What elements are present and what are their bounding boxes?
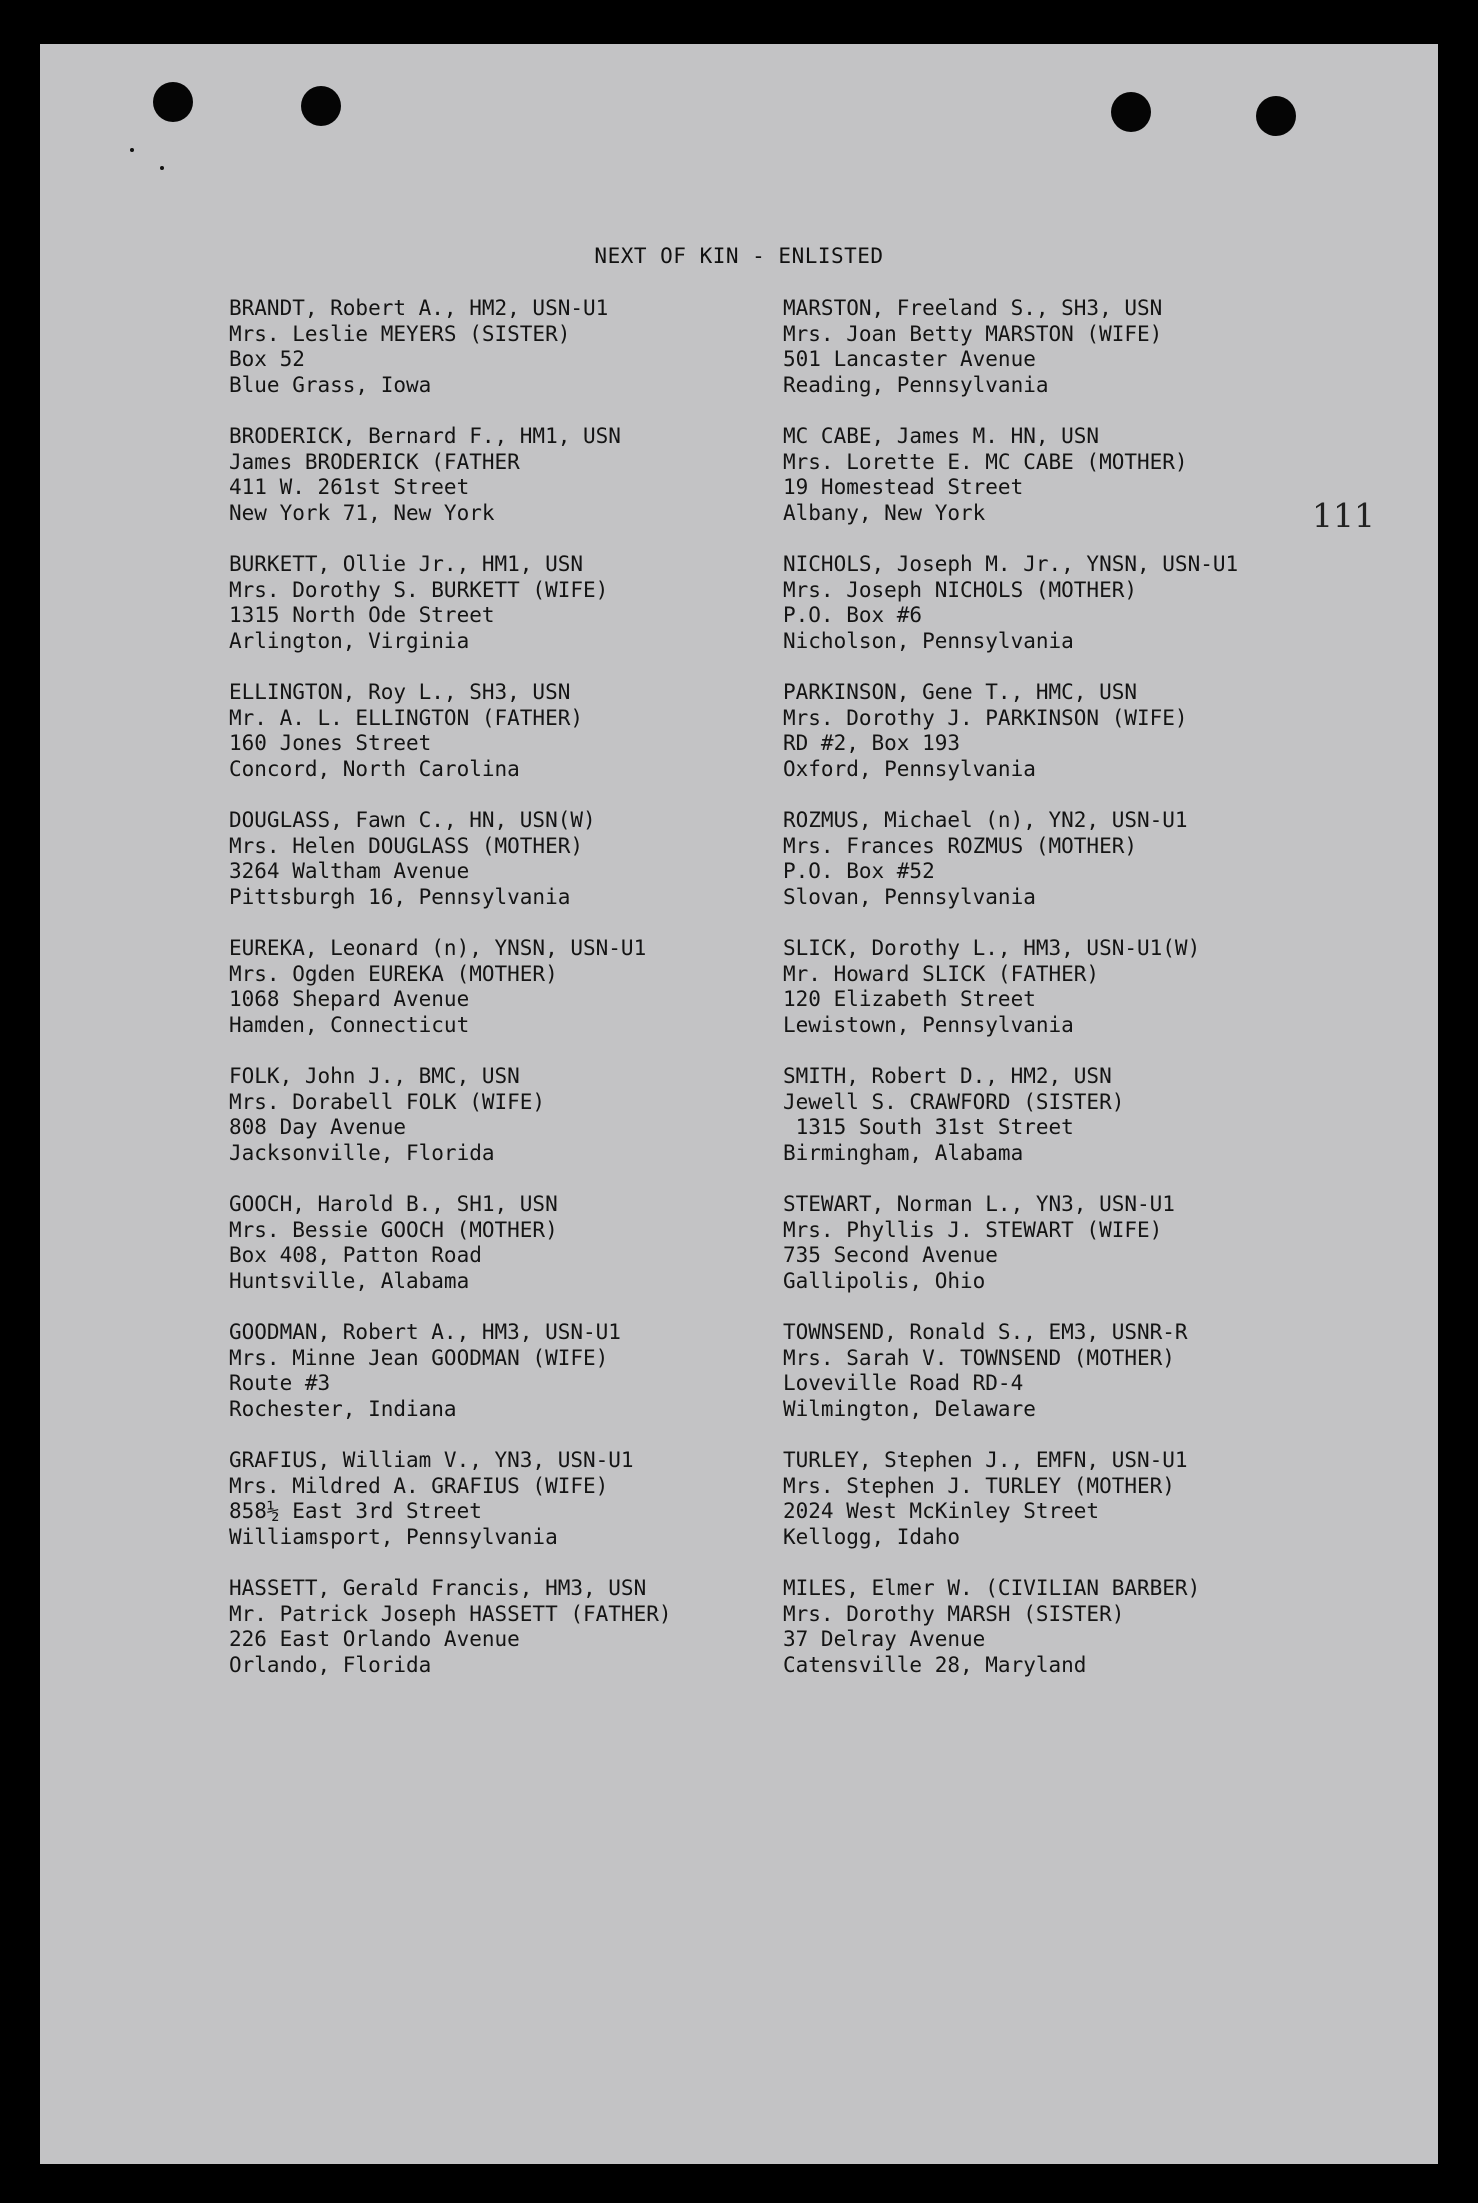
city-state: Slovan, Pennsylvania	[783, 884, 1036, 909]
kin-entry	[229, 1192, 849, 1320]
next-of-kin: Mrs. Stephen J. TURLEY (MOTHER)	[783, 1473, 1175, 1498]
city-state: Orlando, Florida	[229, 1652, 432, 1677]
kin-entry	[783, 1192, 1403, 1320]
kin-entry	[229, 1064, 849, 1192]
city-state: Birmingham, Alabama	[783, 1140, 1024, 1165]
sailor-name: ROZMUS, Michael (n), YN2, USN-U1	[783, 808, 1188, 832]
left-column	[229, 296, 849, 1704]
street-address: 411 W. 261st Street	[229, 475, 470, 499]
street-address: 2024 West McKinley Street	[783, 1499, 1100, 1523]
sailor-name: BRANDT, Robert A., HM2, USN-U1	[229, 296, 609, 320]
punch-hole	[153, 82, 193, 122]
sailor-name: ELLINGTON, Roy L., SH3, USN	[229, 680, 571, 704]
kin-entry	[783, 1448, 1403, 1576]
next-of-kin: Mrs. Bessie GOOCH (MOTHER)	[229, 1217, 558, 1242]
next-of-kin: Mrs. Joan Betty MARSTON (WIFE)	[783, 321, 1163, 346]
city-state: Concord, North Carolina	[229, 756, 520, 781]
sailor-name: SLICK, Dorothy L., HM3, USN-U1(W)	[783, 936, 1201, 960]
sailor-name: GOOCH, Harold B., SH1, USN	[229, 1192, 558, 1216]
kin-entry	[229, 552, 849, 680]
next-of-kin: Mrs. Phyllis J. STEWART (WIFE)	[783, 1217, 1163, 1242]
street-address: 226 East Orlando Avenue	[229, 1627, 520, 1651]
sailor-name: HASSETT, Gerald Francis, HM3, USN	[229, 1576, 647, 1600]
city-state: Lewistown, Pennsylvania	[783, 1012, 1074, 1037]
sailor-name: FOLK, John J., BMC, USN	[229, 1064, 520, 1088]
sailor-name: BURKETT, Ollie Jr., HM1, USN	[229, 552, 584, 576]
city-state: Rochester, Indiana	[229, 1396, 457, 1421]
city-state: Wilmington, Delaware	[783, 1396, 1036, 1421]
sailor-name: EUREKA, Leonard (n), YNSN, USN-U1	[229, 936, 647, 960]
city-state: Blue Grass, Iowa	[229, 372, 432, 397]
city-state: Williamsport, Pennsylvania	[229, 1524, 558, 1549]
street-address: 120 Elizabeth Street	[783, 987, 1036, 1011]
next-of-kin: Mr. Patrick Joseph HASSETT (FATHER)	[229, 1601, 672, 1626]
next-of-kin: Mrs. Leslie MEYERS (SISTER)	[229, 321, 571, 346]
city-state: Kellogg, Idaho	[783, 1524, 961, 1549]
kin-entry	[783, 936, 1403, 1064]
kin-entry	[229, 1448, 849, 1576]
speck	[130, 148, 134, 152]
city-state: Jacksonville, Florida	[229, 1140, 495, 1165]
next-of-kin: Mrs. Ogden EUREKA (MOTHER)	[229, 961, 558, 986]
punch-hole	[301, 86, 341, 126]
street-address: P.O. Box #6	[783, 603, 923, 627]
kin-entry	[783, 1064, 1403, 1192]
sailor-name: PARKINSON, Gene T., HMC, USN	[783, 680, 1138, 704]
next-of-kin: Mr. Howard SLICK (FATHER)	[783, 961, 1100, 986]
street-address: Box 408, Patton Road	[229, 1243, 482, 1267]
city-state: New York 71, New York	[229, 500, 495, 525]
document-page	[40, 44, 1438, 2164]
city-state: Albany, New York	[783, 500, 986, 525]
kin-entry	[229, 680, 849, 808]
kin-entry	[783, 1576, 1403, 1704]
kin-entry	[229, 808, 849, 936]
next-of-kin: Mrs. Minne Jean GOODMAN (WIFE)	[229, 1345, 609, 1370]
city-state: Oxford, Pennsylvania	[783, 756, 1036, 781]
street-address: Box 52	[229, 347, 305, 371]
kin-entry	[783, 680, 1403, 808]
street-address: 858½ East 3rd Street	[229, 1499, 482, 1523]
kin-entry	[783, 1320, 1403, 1448]
street-address: 160 Jones Street	[229, 731, 432, 755]
next-of-kin: Mrs. Lorette E. MC CABE (MOTHER)	[783, 449, 1188, 474]
sailor-name: MARSTON, Freeland S., SH3, USN	[783, 296, 1163, 320]
next-of-kin: Mrs. Mildred A. GRAFIUS (WIFE)	[229, 1473, 609, 1498]
sailor-name: SMITH, Robert D., HM2, USN	[783, 1064, 1112, 1088]
kin-entry	[229, 1576, 849, 1704]
sailor-name: TURLEY, Stephen J., EMFN, USN-U1	[783, 1448, 1188, 1472]
next-of-kin: Mrs. Sarah V. TOWNSEND (MOTHER)	[783, 1345, 1175, 1370]
next-of-kin: Mr. A. L. ELLINGTON (FATHER)	[229, 705, 584, 730]
sailor-name: MC CABE, James M. HN, USN	[783, 424, 1100, 448]
kin-entry	[229, 1320, 849, 1448]
city-state: Huntsville, Alabama	[229, 1268, 470, 1293]
sailor-name: DOUGLASS, Fawn C., HN, USN(W)	[229, 808, 596, 832]
punch-hole	[1111, 92, 1151, 132]
street-address: 501 Lancaster Avenue	[783, 347, 1036, 371]
kin-entry	[783, 296, 1403, 424]
street-address: 1315 South 31st Street	[783, 1115, 1074, 1139]
street-address: 735 Second Avenue	[783, 1243, 998, 1267]
city-state: Pittsburgh 16, Pennsylvania	[229, 884, 571, 909]
street-address: 3264 Waltham Avenue	[229, 859, 470, 883]
right-column	[783, 296, 1403, 1704]
kin-entry	[783, 808, 1403, 936]
sailor-name: BRODERICK, Bernard F., HM1, USN	[229, 424, 621, 448]
next-of-kin: Mrs. Frances ROZMUS (MOTHER)	[783, 833, 1138, 858]
next-of-kin: Mrs. Dorothy J. PARKINSON (WIFE)	[783, 705, 1188, 730]
street-address: 1068 Shepard Avenue	[229, 987, 470, 1011]
kin-entry	[783, 552, 1403, 680]
sailor-name: TOWNSEND, Ronald S., EM3, USNR-R	[783, 1320, 1188, 1344]
next-of-kin: James BRODERICK (FATHER	[229, 449, 520, 474]
street-address: Route #3	[229, 1371, 331, 1395]
next-of-kin: Mrs. Dorothy S. BURKETT (WIFE)	[229, 577, 609, 602]
kin-entry	[229, 936, 849, 1064]
street-address: P.O. Box #52	[783, 859, 935, 883]
city-state: Arlington, Virginia	[229, 628, 470, 653]
street-address: 19 Homestead Street	[783, 475, 1024, 499]
city-state: Reading, Pennsylvania	[783, 372, 1049, 397]
kin-entry	[229, 424, 849, 552]
next-of-kin: Mrs. Helen DOUGLASS (MOTHER)	[229, 833, 584, 858]
street-address: Loveville Road RD-4	[783, 1371, 1024, 1395]
next-of-kin: Jewell S. CRAWFORD (SISTER)	[783, 1089, 1125, 1114]
city-state: Nicholson, Pennsylvania	[783, 628, 1074, 653]
next-of-kin: Mrs. Joseph NICHOLS (MOTHER)	[783, 577, 1138, 602]
kin-entry	[229, 296, 849, 424]
sailor-name: GOODMAN, Robert A., HM3, USN-U1	[229, 1320, 621, 1344]
city-state: Hamden, Connecticut	[229, 1012, 470, 1037]
speck	[160, 166, 164, 170]
sailor-name: NICHOLS, Joseph M. Jr., YNSN, USN-U1	[783, 552, 1239, 576]
street-address: 1315 North Ode Street	[229, 603, 495, 627]
sailor-name: MILES, Elmer W. (CIVILIAN BARBER)	[783, 1576, 1201, 1600]
city-state: Catensville 28, Maryland	[783, 1652, 1087, 1677]
next-of-kin: Mrs. Dorothy MARSH (SISTER)	[783, 1601, 1125, 1626]
sailor-name: GRAFIUS, William V., YN3, USN-U1	[229, 1448, 634, 1472]
punch-hole	[1256, 96, 1296, 136]
street-address: 808 Day Avenue	[229, 1115, 407, 1139]
street-address: 37 Delray Avenue	[783, 1627, 986, 1651]
page-number: 111	[1312, 496, 1375, 535]
street-address: RD #2, Box 193	[783, 731, 961, 755]
next-of-kin: Mrs. Dorabell FOLK (WIFE)	[229, 1089, 546, 1114]
sailor-name: STEWART, Norman L., YN3, USN-U1	[783, 1192, 1175, 1216]
kin-entry	[783, 424, 1403, 552]
city-state: Gallipolis, Ohio	[783, 1268, 986, 1293]
page-title: NEXT OF KIN - ENLISTED	[594, 244, 884, 268]
